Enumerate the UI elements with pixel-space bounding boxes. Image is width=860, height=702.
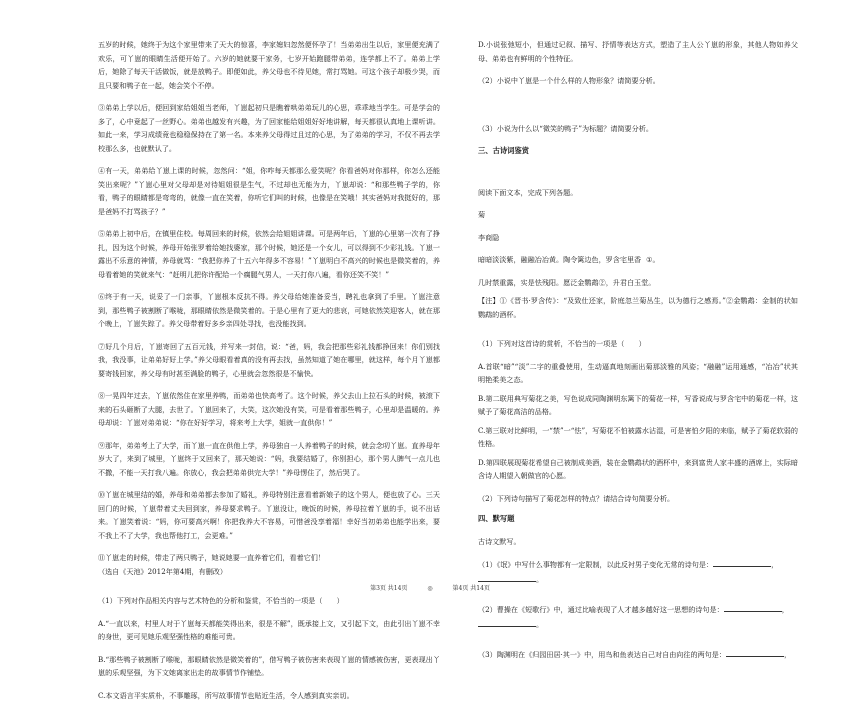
poem-line-1: 暗暗淡淡紫，融融冶冶黄。陶令篱边色，罗含宅里香 ①。 (478, 253, 798, 267)
footnote-marker: ① (646, 255, 652, 264)
dictation-question-3-text: （3）陶渊明在《归园田居·其一》中，用鸟和鱼表达自己对自由向往的两句是： (478, 650, 726, 659)
dictation-question-2-text: （2）曹操在《短歌行》中，通过比喻表现了人才越多越好这一思想的诗句是： (478, 605, 724, 614)
poem-title: 菊 (478, 208, 798, 222)
story-paragraph: ④有一天，弟弟给丫崽上课的时候，忽然问：“姐，你咋每天都那么爱笑呢？你看爸妈对你那样，你怎么还能笑出来呢？”丫崽心里对父母却是对待姐姐很是生气，不过却也无能为力，丫崽却说：“和那些鸭子学的，你看，鸭子的眼睛都是弯弯的，就像一直在笑着，你听它们叫的时候，也像是在笑哦！其实爸妈对我挺好的，那是爸妈不打骂孩子？” (98, 164, 440, 218)
source-note: （选自《天池》2012年第4期，有删改） (98, 565, 440, 579)
poem-option-d: D.第四联展现菊花希望自己被制成美酒，装在金鹦鹉状的酒杯中，来到富贵人家丰盛的酒席上，实际暗含诗人期望入朝做官的心愿。 (478, 456, 798, 483)
story-paragraph: ⑩丫崽在城里结的婚，养母和弟弟都去参加了婚礼，养母特别注意看着新娘子的这个男人，便也放了心。三天回门的时候，丫崽带着丈夫回到家，养母要求鸭子。丫崽没让，晚饭的时候，养母拉着丫崽的手，说不出话来。丫崽笑着说：“妈，你可要高兴啊！你把我养大不容易，可惜爸没享着福！幸好当初弟弟也能学出来，要不我上不了大学，我也帮他打工，会更难。” (98, 488, 440, 542)
story-paragraph: ⑥终于有一天，说妥了一门亲事，丫崽根本反抗不得。养父母给她准备妥当，聘礼也拿到了手里。丫崽注意到，那些鸭子被割断了喉咙，那眼睛依然是微笑着的。于是心里有了更大的悲哀，可她依然笑迎客人，就在那个晚上，丫崽失踪了。养父母带着好多乡亲四处寻找，也没能找到。 (98, 290, 440, 331)
left-column (98, 38, 440, 702)
poem-question-2: （2）下列诗句描写了菊花怎样的特点？请结合诗句简要分析。 (478, 492, 798, 506)
dictation-question-3: （3）陶渊明在《归园田居·其一》中，用鸟和鱼表达自己对自由向往的两句是： ， (478, 647, 798, 662)
dictation-blank-line: 。 (478, 572, 798, 587)
poem-annotation: 【注】①《晋书·罗含传》：“及致仕还家，阶庭忽兰菊丛生，以为德行之感焉。”②金鹦鹉：金制的状如鹦鹉的酒杯。 (478, 294, 798, 321)
poem-line-1-text: 暗暗淡淡紫，融融冶冶黄。陶令篱边色，罗含宅里香 (478, 255, 641, 264)
answer-blank[interactable] (726, 647, 784, 657)
footnote-marker: ② (599, 278, 606, 287)
story-paragraph: ⑤弟弟上初中后，在镇里住校。每周回来的时候，依然会给姐姐讲课。可是两年后，丫崽的心里第一次有了挣扎，因为这个时候，养母开始张罗着给她找婆家，那个时候，她还是一个女儿，可以得到不少彩礼钱。丫崽一露出不乐意的神情，养母就骂：“我把你养了十五六年得多不容易！”丫崽明白不高兴的时候也是微笑着的，养母看着她的笑就来气：“赶明儿把你许配给一个瘸腿气男人，一天打你八遍，看你还笑不笑！” (98, 227, 440, 281)
story-paragraph: 五岁的时候，她终于为这个家里带来了天大的惊喜，李家媳妇忽然便怀孕了！当弟弟出生以后，家里便充满了欢乐，可丫崽的眼睛生活便开始了。六岁的她就要干家务，七岁开始跑腿带弟弟，连学都上不了。弟弟上学后，她除了每天干活做饭，就是放鸭子。即便如此，养父母也不待见她，常打骂她。可这个孩子却极少哭，而且只要和鸭子在一起，她会笑个不停。 (98, 38, 440, 92)
binding-circle-icon: ◎ (427, 585, 432, 592)
section-heading-dictation: 四、默写题 (478, 512, 798, 526)
story-paragraph: ⑨那年，弟弟考上了大学，而丫崽一直在供他上学，养母独自一人养着鸭子的时候，就会念叨丫崽。直养母年岁大了，来到了城里，丫崽终于又回来了，那天她说：“妈，我要结婚了，你别担心，那个男人脾气一点儿也不撒，不能一天打我八遍。你放心，我会把弟弟供完大学！”养母愣住了，然后哭了。 (98, 439, 440, 480)
story-paragraph: ⑪丫崽走的时候，带走了两只鸭子，她说她要一直养着它们，看着它们！ (98, 551, 440, 565)
page-number-right: 第4页 共14页 (453, 585, 490, 592)
question-2: （2）小说中丫崽是一个什么样的人物形象？请简要分析。 (478, 74, 798, 88)
poem-line-2-end: ，升君白玉堂。 (606, 278, 656, 287)
dictation-question-1 (478, 557, 798, 572)
question-1: （1）下列对作品相关内容与艺术特色的分析和鉴赏，不恰当的一项是（ ） (98, 594, 440, 608)
option-b: B.“那些鸭子被割断了喉咙，那眼睛依然是微笑着的”，借写鸭子被伤害来表现丫崽的情感被伤害，更表现出丫崽的乐观坚强，为下文她离家出走的故事情节作铺垫。 (98, 653, 440, 680)
option-d: D.小说张弛短小，但通过记叙、描写、抒情等表达方式，塑造了主人公丫崽的形象，其他人物如养父母、弟弟也有鲜明的个性特征。 (478, 38, 798, 65)
poem-question-1: （1）下列对这首诗的赏析，不恰当的一项是（ ） (478, 337, 798, 351)
section-heading-poetry: 三、古诗词鉴赏 (478, 144, 798, 158)
answer-blank[interactable] (724, 602, 782, 612)
option-c: C.本文语言平实质朴，不事雕琢，所写故事情节也贴近生活，令人感到真实亲切。 (98, 689, 440, 702)
story-paragraph: ⑦好几个月后，丫崽寄回了五百元钱，并写来一封信，说：“爸，妈，我会把那些彩礼钱都挣回来！你们别找我，我没事，让弟弟好好上学。”养父母眼看着真的没有再去找，虽然知道了她在哪里，就这样，每个月丫崽都要寄钱回家，养父母有时甚至满脸的鸭子，心里就会忽然很是不愉快。 (98, 340, 440, 381)
story-paragraph: ⑧一晃四年过去，丫崽依然住在家里养鸭，而弟弟也快高考了。这个时候，养父去山上拉石头的时候，被滚下来的石头砸断了大腿，去世了。丫崽回来了，大笑，这次她没有笑，可是看着那些鸭子，心里却是温暖的。养母却说：丫崽对弟弟说：“你在好好学习，将来考上大学，姐就一直供你！” (98, 389, 440, 430)
poem-option-a: A.首联“暗”“淡”二字的重叠使用，生动逼真地刻画出菊那淡雅的风姿；“融融”运用通感，“冶冶”状其明艳柔美之态。 (478, 360, 798, 387)
poem-option-c: C.第三联对比鲜明，一“禁”一“怯”，写菊花不怕被露水沾湿，可是害怕夕阳的来临，赋予了菊花软弱的性格。 (478, 424, 798, 451)
dictation-question-2: （2）曹操在《短歌行》中，通过比喻表现了人才越多越好这一思想的诗句是： ， (478, 602, 798, 617)
dictation-blank-line: 。 (478, 617, 798, 632)
story-paragraph: ③弟弟上学以后，便回到家给姐姐当老师，丫崽起初只是瞧着哄弟弟玩儿的心思，乖乖地当学生。可是学会的多了，心中竟起了一丝野心。弟弟也越发有兴趣，为了回家能给姐姐好好地讲解，每天都很认真地上课听讲。如此一来，学习成绩竟也稳稳保持在了第一名。本来养父母得过且过的心思，为了弟弟的学习，不仅不再去学校那么多，也就默认了。 (98, 101, 440, 155)
poem-author: 李商隐 (478, 231, 798, 245)
dictation-separator: ， (771, 560, 778, 569)
poem-instruction: 阅读下面文本，完成下列各题。 (478, 186, 798, 200)
answer-blank[interactable] (713, 557, 771, 567)
question-3: （3）小说为什么以“微笑的鸭子”为标题？请简要分析。 (478, 122, 798, 136)
page-number-left: 第3页 共14页 (370, 585, 407, 592)
poem-line-2 (478, 276, 798, 290)
poem-option-b: B.第二联用典写菊花之美，写色说成同陶渊明东篱下的菊花一样，写香说成与罗含宅中的菊花一样，这赋予了菊花高洁的品格。 (478, 392, 798, 419)
dictation-instruction: 古诗文默写。 (478, 535, 798, 549)
dictation-question-1-text: （1）《氓》中写什么事物都有一定限制，以此反衬男子变化无常的诗句是： (478, 560, 713, 569)
answer-blank[interactable] (478, 572, 536, 582)
answer-blank[interactable] (478, 617, 536, 627)
poem-line-2-text: 几时禁重露，实是怯残阳。愿泛金鹦鹉 (478, 278, 599, 287)
page-footer (0, 583, 860, 592)
option-a: A.“一直以来，村里人对于丫崽每天都能笑得出来，很是不解”，既承接上文，又引起下文，由此引出丫崽不幸的身世，更可见她乐观坚强性格的难能可贵。 (98, 617, 440, 644)
right-column (478, 38, 798, 662)
